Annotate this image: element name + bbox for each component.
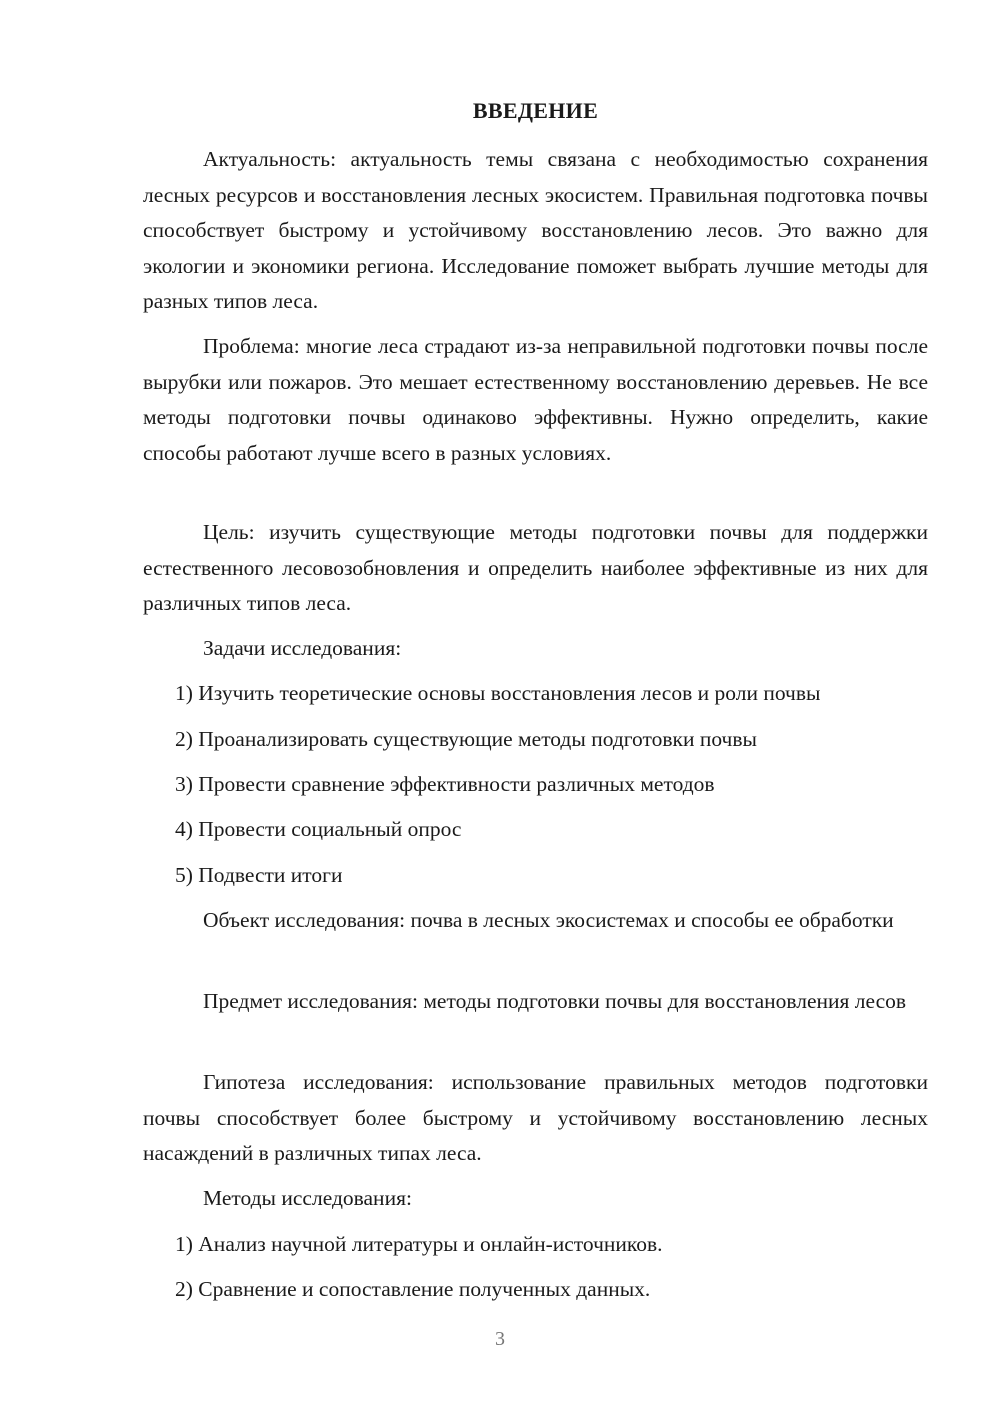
tasks-heading: Задачи исследования: xyxy=(203,636,402,660)
section-title: ВВЕДЕНИЕ xyxy=(472,98,599,123)
task-item: 3) Провести сравнение эффективности различных методов xyxy=(175,772,715,796)
method-item: 2) Сравнение и сопоставление полученных данных. xyxy=(175,1277,651,1301)
problem-paragraph: Проблема: многие леса страдают из-за неправильной подготовки почвы после вырубки или пожаров. Это мешает естественному восстановлению деревьев. Не все методы подготовки почвы одинаково эффективны. Нужно определить, какие способы работают лучше всего в разных условиях. xyxy=(143,334,928,465)
task-item: 1) Изучить теоретические основы восстановления лесов и роли почвы xyxy=(175,681,821,705)
task-item: 4) Провести социальный опрос xyxy=(175,817,462,841)
task-item: 2) Проанализировать существующие методы подготовки почвы xyxy=(175,727,757,751)
methods-heading: Методы исследования: xyxy=(203,1186,412,1210)
task-item: 5) Подвести итоги xyxy=(175,863,343,887)
hypothesis-paragraph: Гипотеза исследования: использование правильных методов подготовки почвы способствует более быстрому и устойчивому восстановлению лесных насаждений в различных типах леса. xyxy=(143,1070,928,1165)
relevance-paragraph: Актуальность: актуальность темы связана с необходимостью сохранения лесных ресурсов и восстановления лесных экосистем. Правильная подготовка почвы способствует быстрому и устойчивому восстановлению лесов. Это важно для экологии и экономики региона. Исследование поможет выбрать лучшие методы для разных типов леса. xyxy=(143,147,928,313)
object-paragraph: Объект исследования: почва в лесных экосистемах и способы ее обработки xyxy=(203,908,894,932)
goal-paragraph: Цель: изучить существующие методы подготовки почвы для поддержки естественного лесовозобновления и определить наиболее эффективные из них для различных типов леса. xyxy=(143,520,928,615)
page-number: 3 xyxy=(495,1328,505,1350)
subject-paragraph: Предмет исследования: методы подготовки почвы для восстановления лесов xyxy=(203,989,907,1013)
method-item: 1) Анализ научной литературы и онлайн-источников. xyxy=(175,1232,663,1256)
